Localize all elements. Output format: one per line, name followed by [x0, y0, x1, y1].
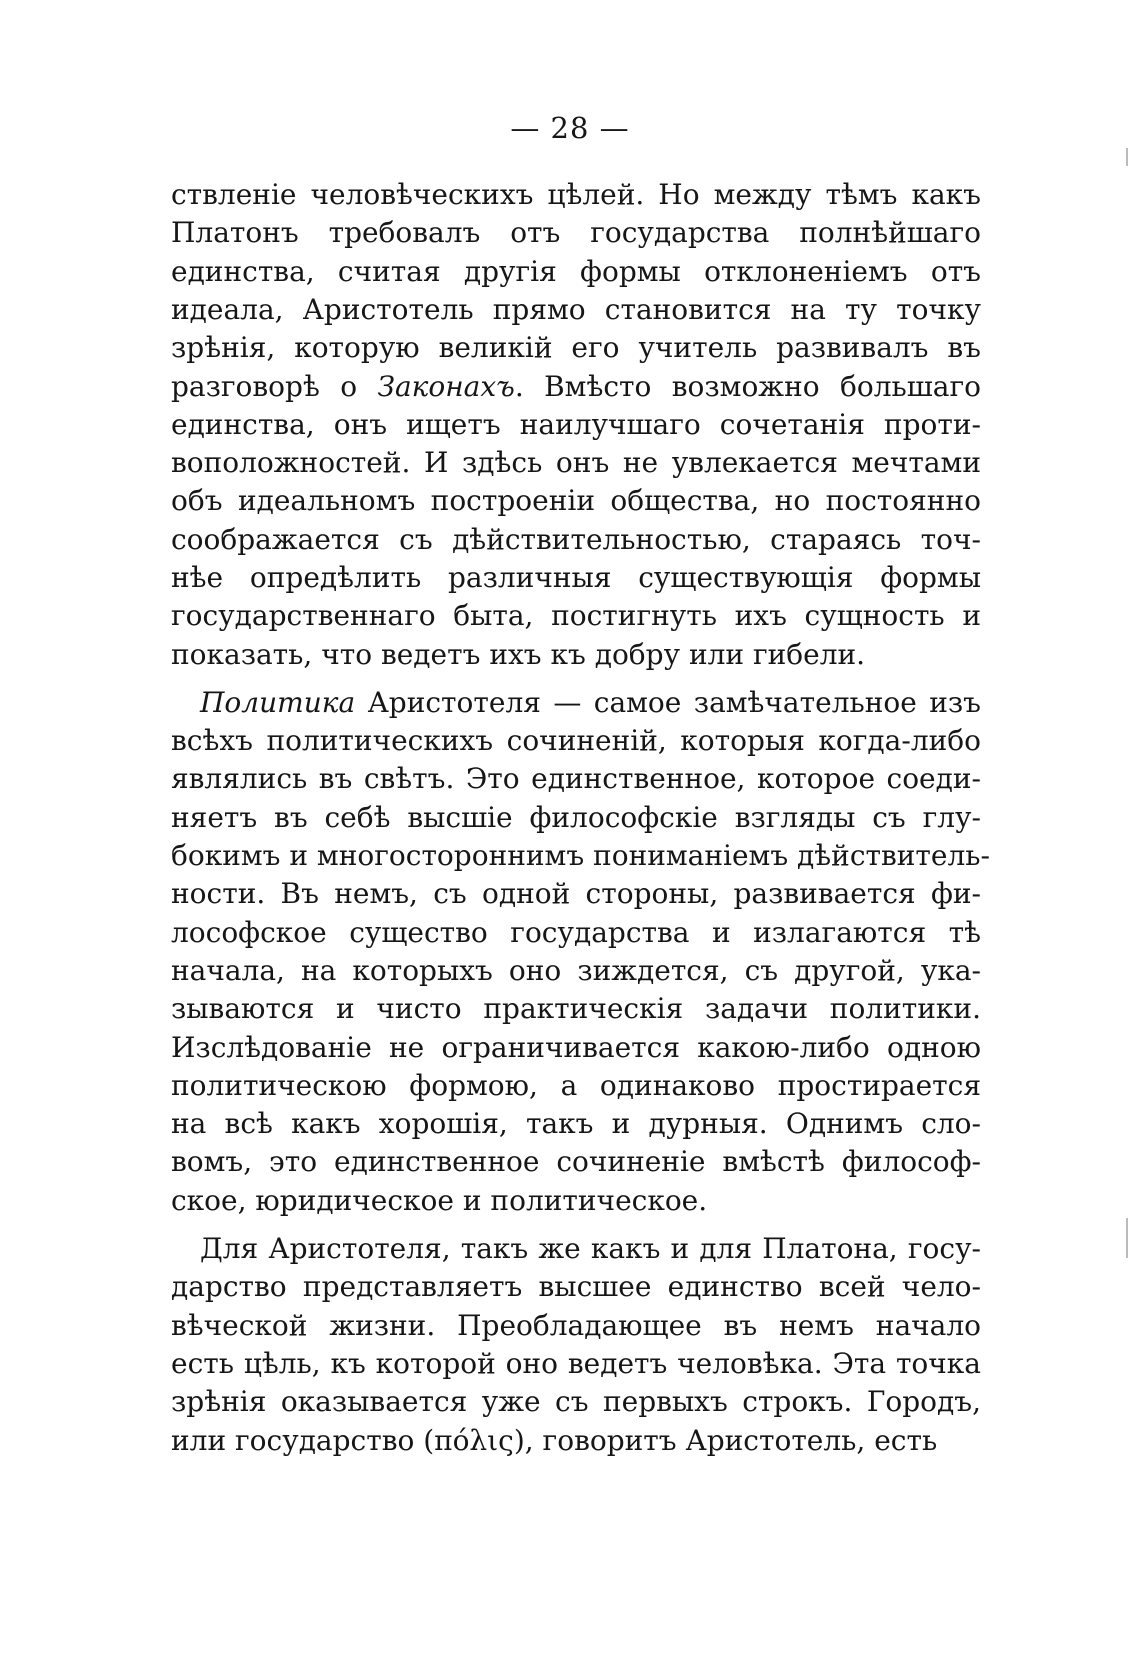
text-line: разговорѣ о Законахъ. Вмѣсто возможно большаго	[171, 370, 981, 403]
text-line: ское, юридическое и политическое.	[171, 1184, 708, 1217]
text-line: вомъ, это единственное сочиненіе вмѣстѣ философ-	[171, 1145, 981, 1178]
text-line: политическою формою, а одинаково простирается	[171, 1069, 981, 1102]
text-line: или государство (πόλις), говоритъ Аристотель, есть	[171, 1424, 938, 1457]
text-line: нѣе опредѣлить различныя существующія формы	[171, 561, 981, 594]
text-line: воположностей. И здѣсь онъ не увлекается мечтами	[171, 446, 981, 479]
text-line: на всѣ какъ хорошія, такъ и дурныя. Однимъ сло-	[171, 1107, 981, 1140]
scan-mark-right-edge	[1126, 148, 1128, 166]
text-line: няетъ въ себѣ высшіе философскіе взгляды съ глу-	[171, 801, 981, 834]
text-line: зываются и чисто практическія задачи политики.	[171, 992, 981, 1025]
text-line: государственнаго быта, постигнуть ихъ сущность и	[171, 599, 981, 632]
text-line: идеала, Аристотель прямо становится на ту точку	[171, 293, 981, 326]
scan-mark-right-edge	[1126, 1218, 1128, 1258]
text-line: объ идеальномъ построеніи общества, но постоянно	[171, 484, 981, 517]
text-line: зрѣнія, которую великій его учитель развивалъ въ	[171, 331, 981, 364]
text-line: есть цѣль, къ которой оно ведетъ человѣка. Эта точка	[171, 1347, 981, 1380]
text-line: Для Аристотеля, такъ же какъ и для Платона, госу-	[200, 1232, 981, 1265]
text-line: Политика Аристотеля — самое замѣчательное изъ	[200, 686, 981, 719]
page-number: — 28 —	[510, 111, 630, 145]
text-line: бокимъ и многостороннимъ пониманіемъ дѣйствитель-	[171, 839, 990, 872]
text-line: Платонъ требовалъ отъ государства полнѣйшаго	[171, 216, 981, 249]
text-line: всѣхъ политическихъ сочиненій, которыя когда-либо	[171, 724, 981, 757]
text-line: соображается съ дѣйствительностью, стараясь точ-	[171, 523, 981, 556]
text-line: зрѣнія оказывается уже съ первыхъ строкъ. Городъ,	[171, 1385, 981, 1418]
text-line: ствленіе человѣческихъ цѣлей. Но между тѣмъ какъ	[171, 178, 981, 211]
text-line: показать, что ведетъ ихъ къ добру или гибели.	[171, 638, 866, 671]
text-line: являлись въ свѣтъ. Это единственное, которое соеди-	[171, 762, 981, 795]
text-line: начала, на которыхъ оно зиждется, съ другой, ука-	[171, 954, 981, 987]
text-line: лософское существо государства и излагаются тѣ	[171, 916, 981, 949]
text-line: ности. Въ немъ, съ одной стороны, развивается фи-	[171, 877, 981, 910]
text-line: единства, онъ ищетъ наилучшаго сочетанія проти-	[171, 408, 981, 441]
text-line: дарство представляетъ высшее единство всей чело-	[171, 1270, 981, 1303]
text-line: единства, считая другія формы отклоненіемъ отъ	[171, 255, 981, 288]
text-line: вѣческой жизни. Преобладающее въ немъ начало	[171, 1309, 981, 1342]
text-line: Изслѣдованіе не ограничивается какою-либо одною	[171, 1031, 981, 1064]
